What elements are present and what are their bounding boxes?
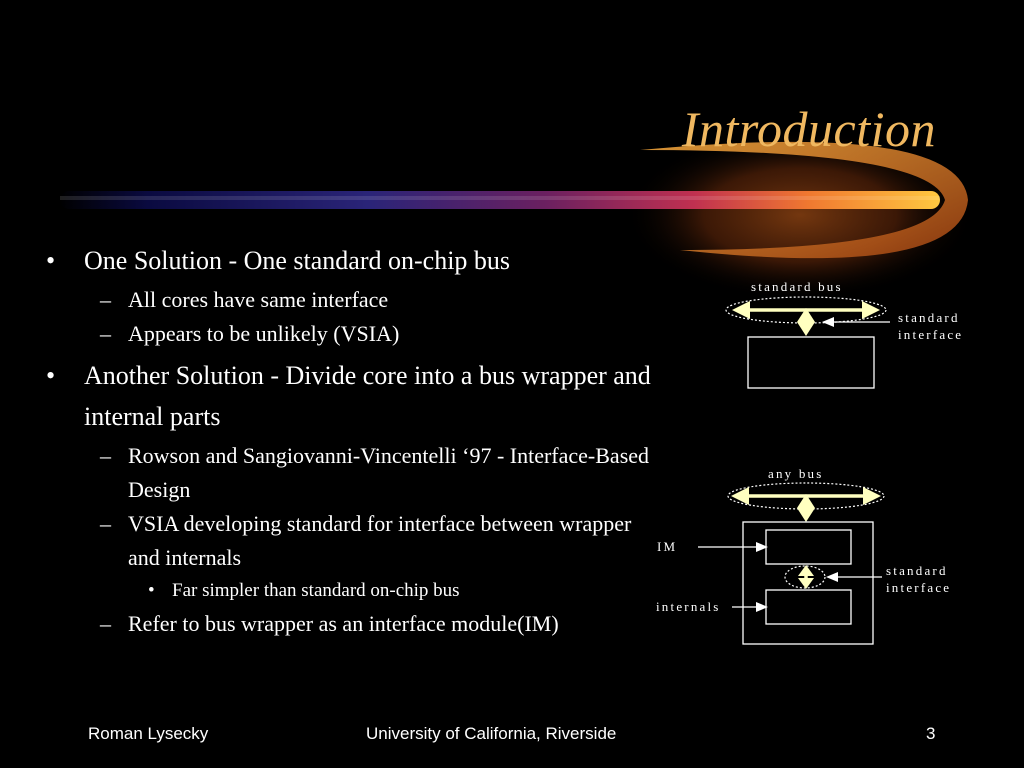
standard-interface-label bbox=[886, 562, 951, 596]
dash-marker: – bbox=[100, 611, 111, 636]
dash-marker: – bbox=[100, 287, 111, 312]
sub-bullet-text: Appears to be unlikely (VSIA) bbox=[128, 321, 400, 346]
sub-bullet-text: All cores have same interface bbox=[128, 287, 389, 312]
arrow-head-left bbox=[731, 487, 749, 505]
label-line: interface bbox=[898, 327, 964, 342]
bullet-marker: • bbox=[46, 361, 56, 390]
dash-marker: – bbox=[100, 511, 111, 536]
bullet-text: One Solution - One standard on-chip bus bbox=[84, 246, 511, 275]
page-number: 3 bbox=[926, 724, 936, 743]
label-line: interface bbox=[886, 580, 952, 595]
bullet-marker: • bbox=[148, 580, 155, 601]
internals-box bbox=[766, 590, 851, 624]
bullet-text: Another Solution - Divide core into a bus wrapper and internal parts bbox=[84, 361, 651, 431]
internals-label: internals bbox=[656, 599, 721, 614]
im-label: IM bbox=[657, 539, 678, 554]
arrow-head-right bbox=[863, 487, 881, 505]
dash-marker: – bbox=[100, 321, 111, 346]
slide-title: Introduction bbox=[681, 101, 936, 157]
arrow-head-down bbox=[797, 508, 815, 522]
dash-marker: – bbox=[100, 443, 111, 468]
footer-author: Roman Lysecky bbox=[88, 724, 209, 743]
sub-bullet-text: VSIA developing standard for interface between wrapper and internals bbox=[128, 511, 632, 570]
sub-bullet-text: Rowson and Sangiovanni-Vincentelli ‘97 - Interface-Based Design bbox=[128, 443, 650, 502]
footer-organization: University of California, Riverside bbox=[366, 724, 617, 743]
sub-sub-bullet-text: Far simpler than standard on-chip bus bbox=[172, 580, 460, 601]
bullet-marker: • bbox=[46, 246, 56, 275]
im-box bbox=[766, 530, 851, 564]
label-line: standard bbox=[898, 310, 960, 325]
standard-bus-label: standard bus bbox=[751, 279, 843, 294]
pointer-arrow-head bbox=[826, 572, 838, 582]
label-line: standard bbox=[886, 563, 948, 578]
sub-bullet-text: Refer to bus wrapper as an interface module(IM) bbox=[128, 611, 559, 636]
any-bus-label: any bus bbox=[768, 466, 824, 481]
